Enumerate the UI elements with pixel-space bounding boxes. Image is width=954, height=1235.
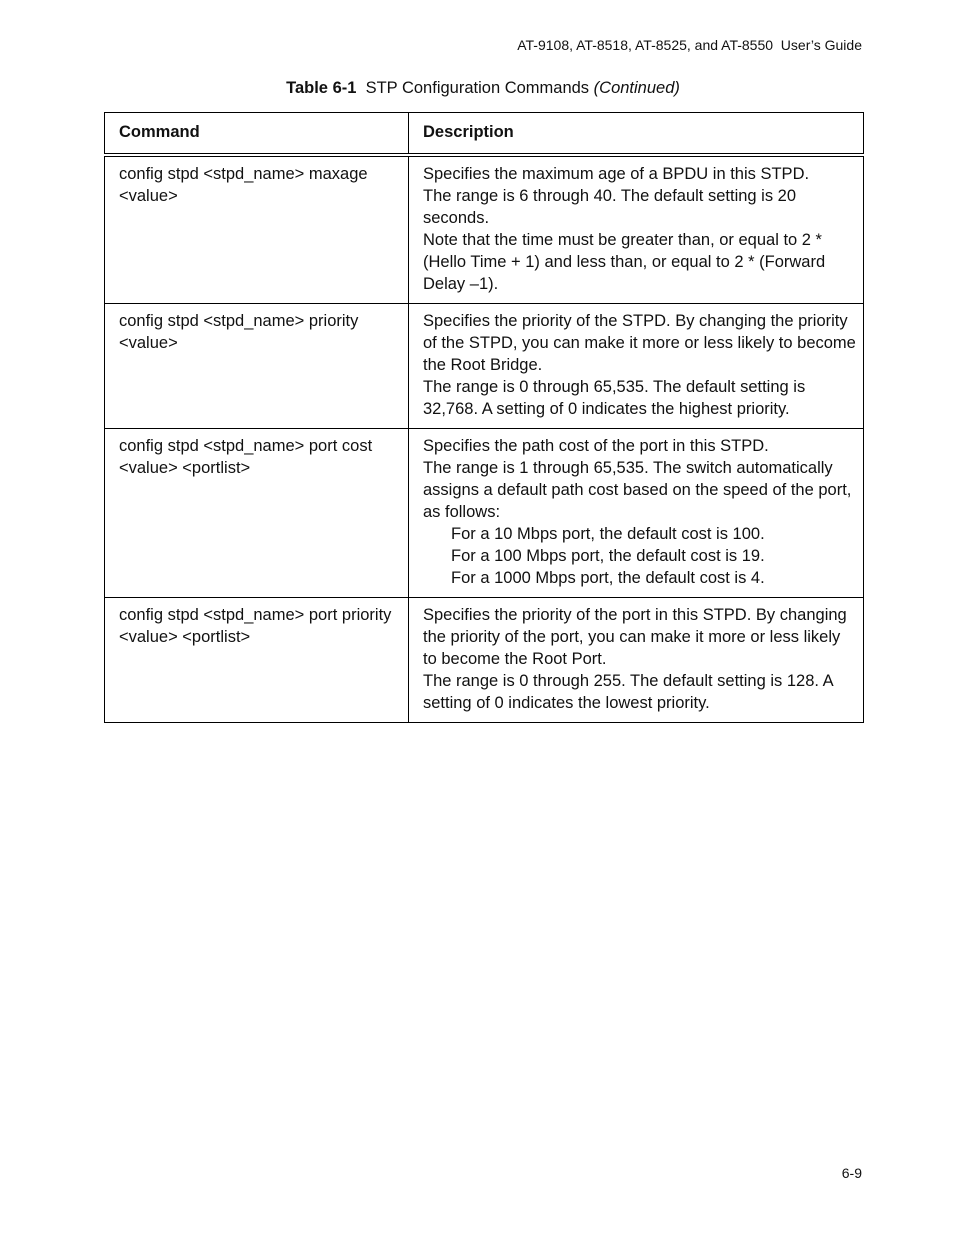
description-line: Note that the time must be greater than, or equal to 2 * (Hello Time + 1) and less than, or equal to 2 * (Forward Delay –1).	[423, 231, 826, 293]
description-line: Specifies the priority of the port in this STPD. By changing the priority of the port, you can make it more or less likely to become the Root Port.	[423, 606, 847, 668]
table-caption-label: Table 6-1	[286, 79, 357, 97]
description-line: Specifies the maximum age of a BPDU in this STPD.	[423, 165, 810, 183]
command-cell: config stpd <stpd_name> priority <value>	[105, 304, 409, 429]
description-line: The range is 6 through 40. The default setting is 20 seconds.	[423, 187, 797, 227]
table-row	[105, 598, 864, 723]
description-cell	[409, 304, 864, 429]
description-cell	[409, 598, 864, 723]
table-caption	[0, 79, 954, 98]
column-header-description: Description	[409, 113, 864, 156]
description-line: Specifies the priority of the STPD. By changing the priority of the STPD, you can make it more or less likely to become the Root Bridge.	[423, 312, 856, 374]
table-row	[105, 429, 864, 598]
column-header-command: Command	[105, 113, 409, 156]
description-line: For a 10 Mbps port, the default cost is 100.	[451, 525, 765, 543]
description-line: For a 100 Mbps port, the default cost is 19.	[451, 547, 765, 565]
command-cell: config stpd <stpd_name> maxage <value>	[105, 155, 409, 304]
description-line: The range is 0 through 255. The default setting is 128. A setting of 0 indicates the lowest priority.	[423, 672, 833, 712]
table-caption-title: STP Configuration Commands	[365, 79, 590, 97]
table-row	[105, 155, 864, 304]
description-cell	[409, 155, 864, 304]
description-line: For a 1000 Mbps port, the default cost is 4.	[451, 569, 765, 587]
table-row	[105, 304, 864, 429]
stp-commands-table	[104, 112, 864, 723]
command-cell: config stpd <stpd_name> port cost <value> <portlist>	[105, 429, 409, 598]
description-line: The range is 0 through 65,535. The default setting is 32,768. A setting of 0 indicates the highest priority.	[423, 378, 806, 418]
page-number: 6-9	[841, 1165, 862, 1181]
description-line: The range is 1 through 65,535. The switch automatically assigns a default path cost based on the speed of the port, as follows:	[423, 459, 852, 521]
table-caption-continued: (Continued)	[593, 79, 680, 97]
running-header: AT-9108, AT-8518, AT-8525, and AT-8550 User’s Guide	[517, 37, 862, 53]
command-cell: config stpd <stpd_name> port priority <value> <portlist>	[105, 598, 409, 723]
table-header-row	[105, 113, 864, 156]
table-body	[105, 155, 864, 723]
description-line: Specifies the path cost of the port in this STPD.	[423, 437, 769, 455]
description-cell	[409, 429, 864, 598]
